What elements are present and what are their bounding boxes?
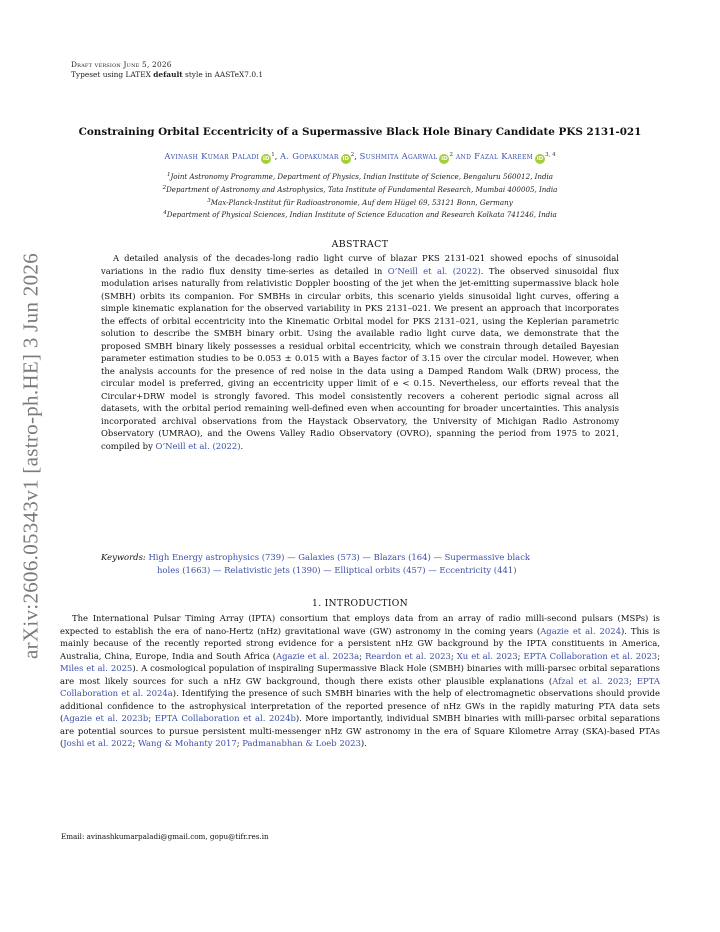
affiliation-list: [70, 170, 650, 221]
abstract-heading: ABSTRACT: [331, 239, 389, 250]
body-text: ;: [236, 738, 243, 749]
citation-link[interactable]: Xu et al. 2023: [456, 650, 518, 661]
affiliation-number: 4: [163, 210, 167, 217]
body-text: ;: [657, 650, 661, 661]
affiliation-text: Department of Physical Sciences, Indian Institute of Science Education and Research Kolkata 741246, India: [166, 210, 557, 220]
citation-link[interactable]: Agazie et al. 2023a: [276, 650, 360, 661]
typeset-line: [71, 70, 263, 80]
body-text: ;: [132, 738, 139, 749]
keywords-link[interactable]: holes (1663) — Relativistic jets (1390) — Elliptical orbits (457) — Eccentricity (441): [157, 564, 517, 575]
citation-link[interactable]: EPTA Collaboration et al. 2024a: [60, 675, 660, 699]
arxiv-identifier: arXiv:2606.05343v1 [astro-ph.HE] 3 Jun 2026: [18, 252, 43, 660]
footnote-email: Email: avinashkumarpaladi@gmail.com, gopu@tifr.res.in: [61, 832, 269, 841]
body-text: The International Pulsar Timing Array (IPTA) consortium that employs data from an array of radio milli-second pulsars (MSPs) is expected to establish the era of nano-Hertz (nHz) gravitational wave (GW) astronomy in the coming years (: [60, 613, 660, 636]
introduction-paragraph: [60, 612, 660, 750]
arxiv-sidebar: [6, 236, 56, 676]
citation-link[interactable]: Afzal et al. 2023: [552, 675, 629, 686]
affiliation: [70, 196, 650, 209]
keywords-label: Keywords:: [101, 552, 146, 562]
latex-logo: LATEX: [125, 70, 151, 79]
body-text: ). More importantly, individual SMBH binaries with milli-parsec orbital separations are potential sources to pursue persistent multi-messenger nHz GW astronomy in the era of Square Kilometre Array (SKA)-based PTAs (: [60, 713, 660, 749]
author-affil-mark: 2: [350, 152, 355, 158]
author-name[interactable]: Sushmita Agarwal: [359, 151, 438, 161]
affiliation-text: Max-Planck-Institut für Radioastronomie, Auf dem Hügel 69, 53121 Bonn, Germany: [210, 197, 513, 207]
citation-link[interactable]: EPTA Collaboration et al. 2024b: [154, 713, 296, 724]
affiliation: [70, 183, 650, 196]
citation-link[interactable]: O’Neill et al. (2022): [387, 265, 481, 276]
section-heading-introduction: 1. INTRODUCTION: [312, 598, 408, 609]
affiliation-number: 3: [207, 197, 211, 204]
orcid-icon[interactable]: iD: [536, 156, 544, 162]
body-text: ). This is mainly because of the recently reported strong evidence for a persistent nHz GW background by the IPTA constituents in America, Australia, China, Europe, India and South Africa (: [60, 625, 660, 661]
citation-link[interactable]: Miles et al. 2025: [60, 663, 133, 674]
affiliation-number: 2: [162, 184, 167, 191]
abstract-text: A detailed analysis of the decades-long radio light curve of blazar PKS 2131-021 showed epochs of sinusoidal variations in the radio flux density time-series as detailed in: [101, 253, 619, 276]
body-text: ). A cosmological population of inspiraling Supermassive Black Hole (SMBH) binaries with milli-parsec orbital separations are most likely sources for such a nHz GW background, though there exists other plausible explanations (: [60, 663, 660, 686]
affiliation-number: 1: [166, 172, 171, 178]
affiliation: [70, 170, 650, 183]
citation-link[interactable]: Reardon et al. 2023: [365, 650, 451, 661]
affiliation-text: Joint Astronomy Programme, Department of Physics, Indian Institute of Science, Bengaluru 560012, India: [170, 172, 554, 181]
author-connector: and: [452, 151, 475, 161]
draft-version-line: Draft version June 5, 2026: [71, 60, 172, 69]
keywords-link[interactable]: High Energy astrophysics (739) — Galaxies (573) — Blazars (164) — Supermassive black: [148, 552, 531, 562]
citation-link[interactable]: Joshi et al. 2022: [63, 738, 133, 749]
author-name[interactable]: A. Gopakumar: [280, 151, 339, 161]
preprint-header: [71, 60, 263, 80]
citation-link[interactable]: Agazie et al. 2023b: [63, 713, 149, 724]
abstract-text: . The observed sinusoidal flux modulation arises naturally from relativistic Doppler boosting of the jet when the jet-emitting supermassive black hole (SMBH) orbits its companion. For SMBHs in circular orbits, this scenario yields sinusoidal light curves, offering a simple kinematic explanation for the observed variability in PKS 2131–021. We present an approach that incorporates the effects of orbital eccentricity into the Kinematic Orbital model for PKS 2131–021, using the Keplerian parametric solution to describe the SMBH binary orbit. Using the available radio light curve data, we demonstrate that the proposed SMBH binary likely possesses a residual orbital eccentricity, which we constrain through detailed Bayesian parameter estimation studies to be 0.053 ± 0.015 with a Bayes factor of 3.15 over the circular model. However, when the analysis accounts for the presence of red noise in the data using a Damped Random Walk (DRW) process, the circular model is preferred, giving an eccentricity upper limit of e < 0.15. Nevertheless, our efforts reveal that the Circular+DRW model is strongly favored. This model consistently recovers a coherent periodic signal across all datasets, with the orbital period remaining well-defined even when accounting for broader uncertainties. This analysis incorporated archival observations from the Haystack Observatory, the University of Michigan Radio Astronomy Observatory (UMRAO), and the Owens Valley Radio Observatory (OVRO), spanning the period from 1975 to 2021, compiled by: [101, 265, 620, 451]
body-text: ;: [517, 650, 524, 661]
citation-link[interactable]: Wang & Mohanty 2017: [138, 738, 237, 749]
body-text: ;: [450, 650, 457, 661]
abstract-paragraph: [101, 252, 619, 452]
author-name[interactable]: Avinash Kumar Paladi: [164, 151, 260, 161]
author-affil-mark: 1: [271, 152, 275, 158]
author-affil-mark: 3, 4: [545, 152, 556, 158]
typeset-prefix: Typeset using: [71, 70, 126, 79]
author-name[interactable]: Fazal Kareem: [474, 151, 534, 161]
abstract-text: .: [240, 440, 244, 451]
citation-link[interactable]: O’Neill et al. (2022): [155, 440, 241, 451]
keywords-block: [101, 551, 619, 577]
body-text: ;: [359, 650, 366, 661]
author-affil-mark: 2: [449, 152, 453, 158]
style-word: default: [153, 70, 183, 79]
author-list: Avinash Kumar Paladi $iD^1$, A. Gopakumar $iD^2$, Sushmita Agarwal $iD^2$ and Fazal Kareem iD$^{3, 4}$: [164, 151, 556, 162]
body-text: ;: [628, 675, 637, 686]
introduction-body: [60, 612, 660, 750]
citation-link[interactable]: EPTA Collaboration et al. 2023: [523, 650, 658, 661]
abstract-body: [101, 252, 619, 452]
paper-title: Constraining Orbital Eccentricity of a Supermassive Black Hole Binary Candidate PKS 2131-021: [78, 126, 642, 138]
citation-link[interactable]: Agazie et al. 2024: [540, 625, 621, 636]
body-text: ;: [148, 713, 155, 724]
citation-link[interactable]: Padmanabhan & Loeb 2023: [242, 738, 361, 749]
affiliation: [70, 208, 650, 221]
orcid-icon[interactable]: iD: [441, 156, 448, 162]
body-text: ).: [360, 738, 367, 749]
orcid-icon[interactable]: iD: [342, 156, 349, 162]
typeset-suffix: style in AASTeX7.0.1: [182, 70, 264, 79]
orcid-icon[interactable]: iD: [262, 156, 270, 162]
body-text: ). Identifying the presence of such SMBH binaries with the help of electromagnetic observations should provide additional confidence to the astrophysical interpretation of the reported presence of nHz GWs in the rapidly maturing PTA data sets (: [60, 688, 660, 724]
affiliation-text: Department of Astronomy and Astrophysics, Tata Institute of Fundamental Research, Mumbai 400005, India: [166, 184, 558, 194]
